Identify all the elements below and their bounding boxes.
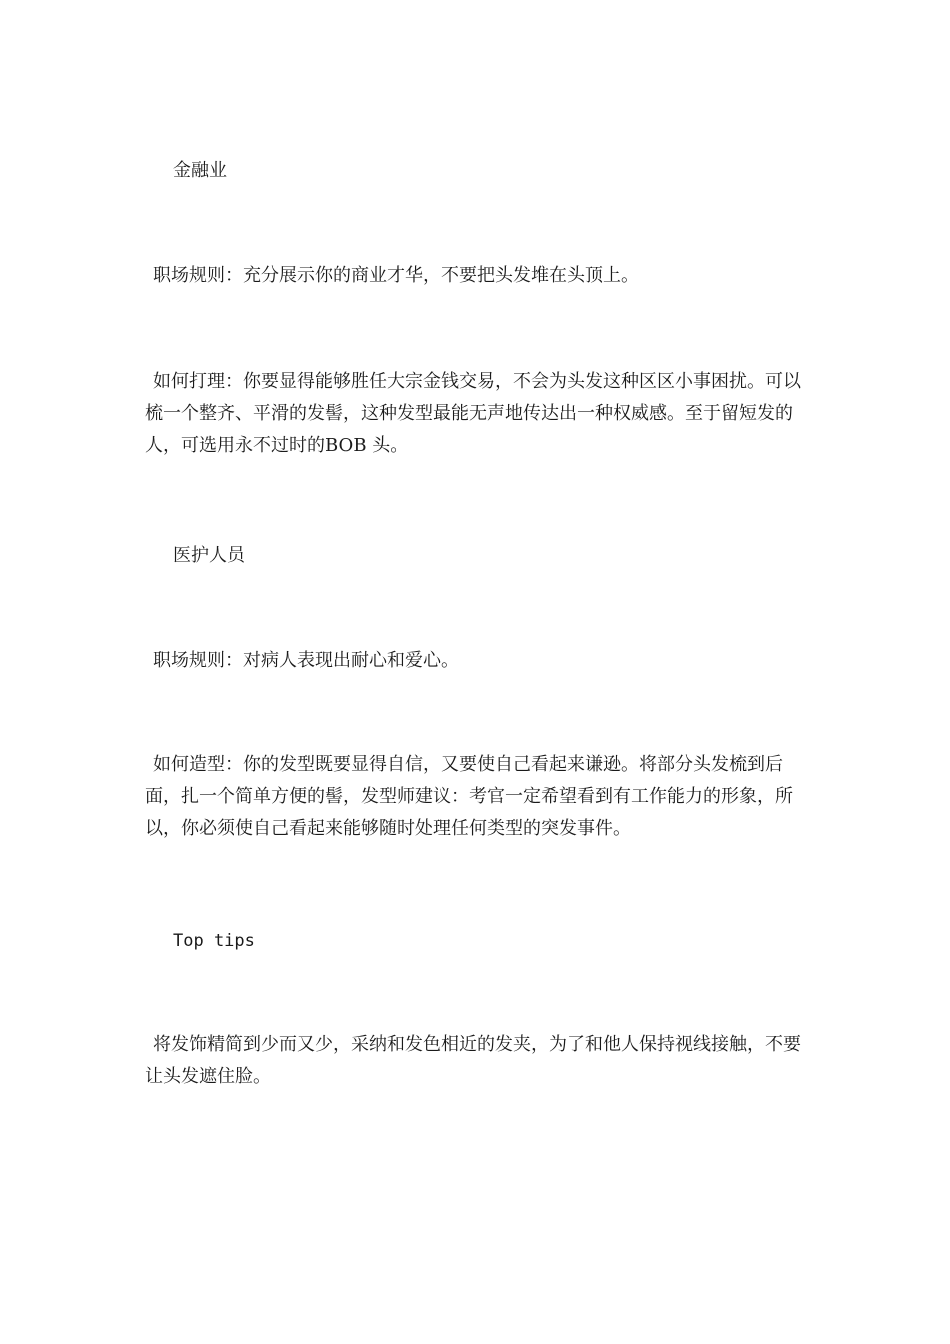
section-rule-medical: 职场规则：对病人表现出耐心和爱心。 [153,650,459,671]
section-heading-finance: 金融业 [173,160,227,181]
tips-heading: Top tips [173,931,255,951]
section-advice-medical: 如何造型：你的发型既要显得自信，又要使自己看起来谦逊。将部分头发梳到后面，扎一个简单方便的髻，发型师建议：考官一定希望看到有工作能力的形象，所以，你必须使自己看起来能够随时处理任何类型的突发事件。 [145,754,793,839]
section-advice-finance: 如何打理：你要显得能够胜任大宗金钱交易，不会为头发这种区区小事困扰。可以梳一个整齐、平滑的发髻，这种发型最能无声地传达出一种权威感。至于留短发的人，可选用永不过时的BOB 头。 [145,371,801,456]
section-heading-medical: 医护人员 [173,545,245,566]
tips-body: 将发饰精简到少而又少，采纳和发色相近的发夹，为了和他人保持视线接触，不要让头发遮住脸。 [145,1034,801,1087]
section-rule-finance: 职场规则：充分展示你的商业才华，不要把头发堆在头顶上。 [153,265,639,286]
